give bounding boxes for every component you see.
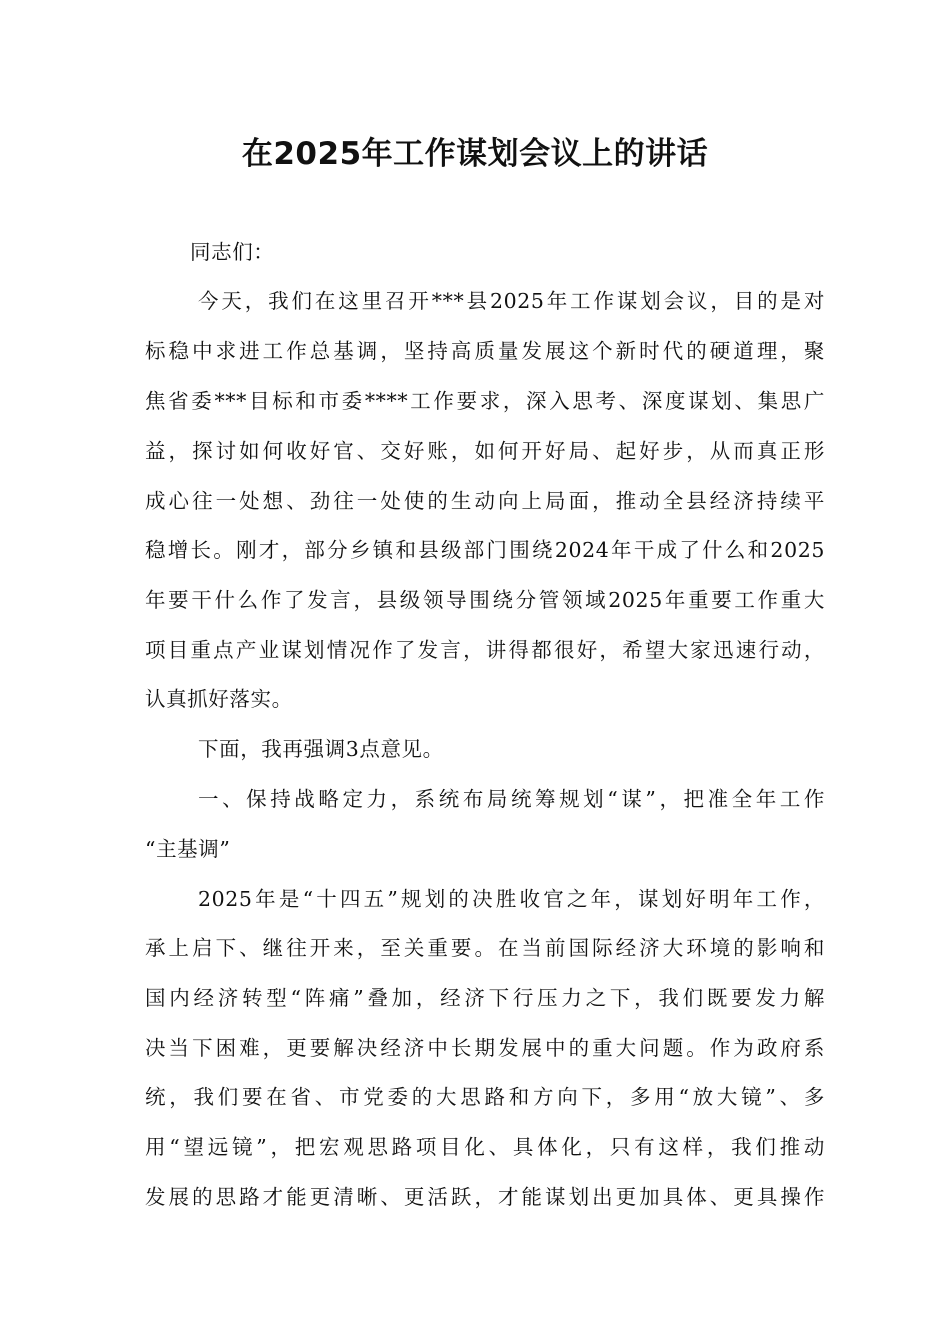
paragraph-line: 成心往一处想、劲往一处使的生动向上局面，推动全县经济持续平	[145, 489, 825, 513]
paragraph-line: 认真抓好落实。	[145, 687, 293, 711]
salutation-line: 同志们：	[190, 240, 275, 264]
paragraph-line: 下面，我再强调3点意见。	[198, 737, 444, 761]
paragraph-line: 稳增长。刚才，部分乡镇和县级部门围绕2024年干成了什么和2025	[145, 538, 825, 562]
paragraph-line: 今天，我们在这里召开***县2025年工作谋划会议，目的是对	[198, 289, 825, 313]
paragraph-line: 标稳中求进工作总基调，坚持高质量发展这个新时代的硬道理，聚	[145, 339, 825, 363]
paragraph-line: 项目重点产业谋划情况作了发言，讲得都很好，希望大家迅速行动，	[145, 638, 825, 662]
section-heading-line: 一、保持战略定力，系统布局统筹规划“谋”，把准全年工作	[198, 787, 825, 811]
paragraph-line: 用“望远镜”，把宏观思路项目化、具体化，只有这样，我们推动	[145, 1135, 825, 1159]
paragraph-line: 承上启下、继往开来，至关重要。在当前国际经济大环境的影响和	[145, 936, 825, 960]
paragraph-line: 决当下困难，更要解决经济中长期发展中的重大问题。作为政府系	[145, 1036, 825, 1060]
paragraph-line: 年要干什么作了发言，县级领导围绕分管领域2025年重要工作重大	[145, 588, 825, 612]
document-title: 在2025年工作谋划会议上的讲话	[241, 136, 709, 172]
section-heading-line: “主基调”	[145, 837, 231, 861]
paragraph-line: 焦省委***目标和市委****工作要求，深入思考、深度谋划、集思广	[145, 389, 825, 413]
paragraph-line: 2025年是“十四五”规划的决胜收官之年，谋划好明年工作，	[198, 887, 825, 911]
paragraph-line: 益，探讨如何收好官、交好账，如何开好局、起好步，从而真正形	[145, 439, 825, 463]
paragraph-line: 国内经济转型“阵痛”叠加，经济下行压力之下，我们既要发力解	[145, 986, 825, 1010]
paragraph-line: 发展的思路才能更清晰、更活跃，才能谋划出更加具体、更具操作	[145, 1185, 825, 1209]
paragraph-line: 统，我们要在省、市党委的大思路和方向下，多用“放大镜”、多	[145, 1085, 825, 1109]
